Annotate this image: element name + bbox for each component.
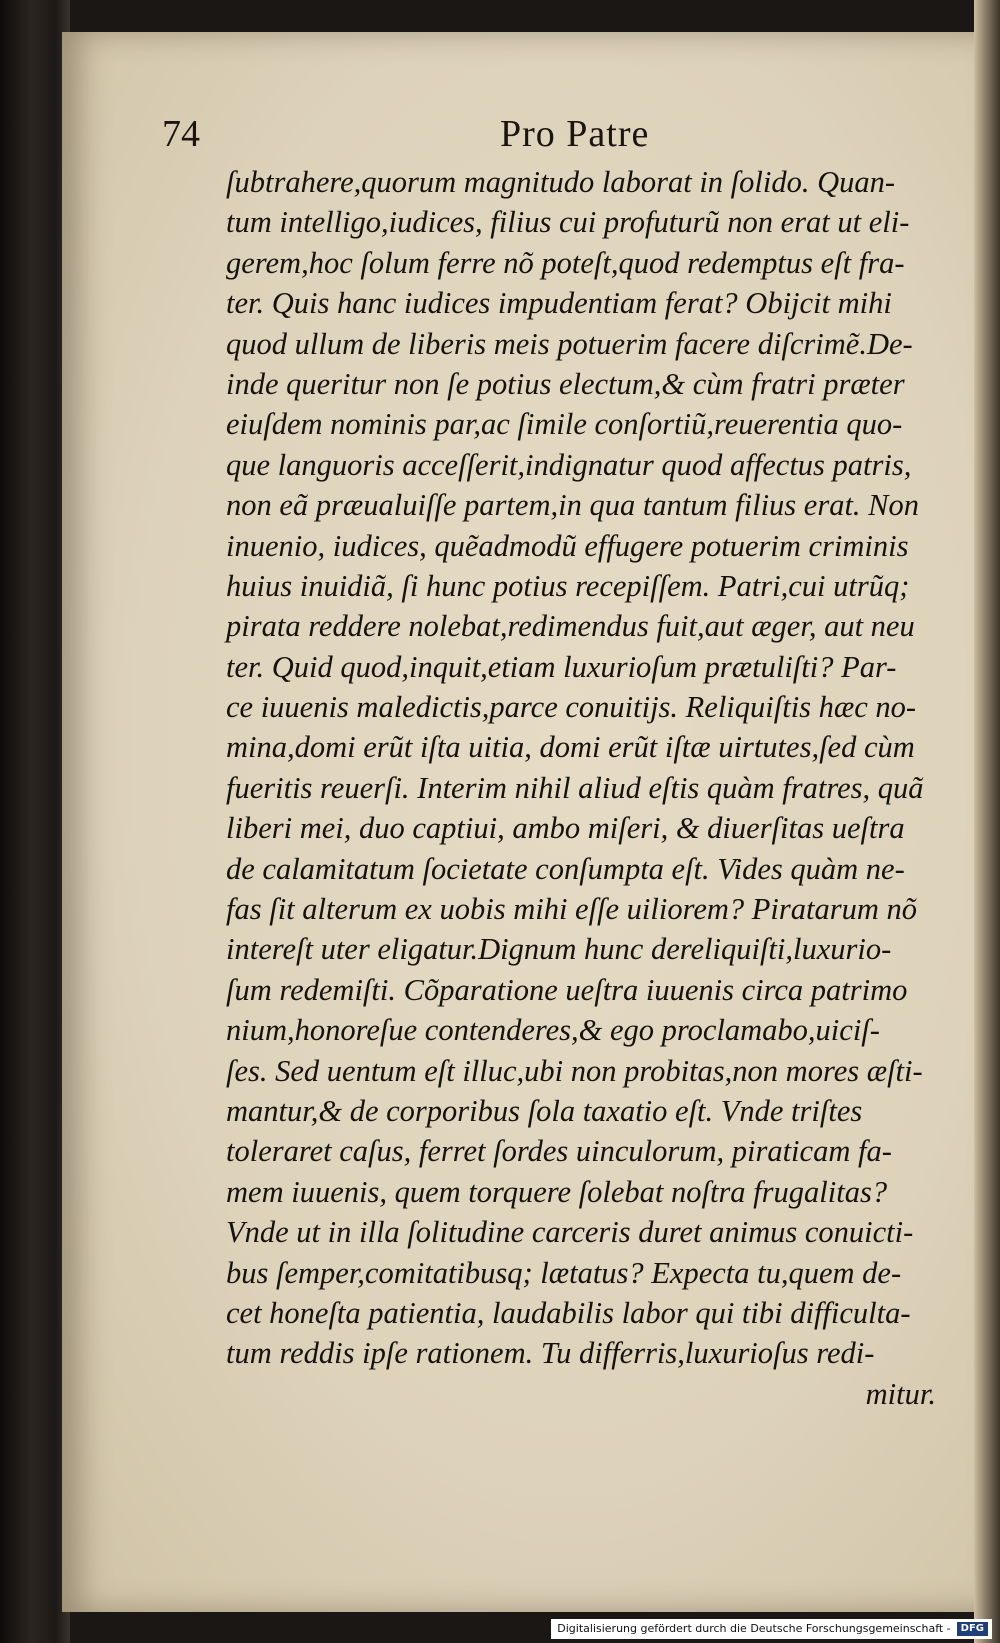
text-line: liberi mei, duo captiui, ambo miſeri, & diuerſitas ueſtra bbox=[226, 811, 905, 846]
text-line: ter. Quis hanc iudices impudentiam ferat? Obijcit mihi bbox=[226, 286, 892, 321]
running-head: Pro Patre bbox=[500, 113, 650, 155]
text-line: eiuſdem nominis par,ac ſimile conſortiũ,reuerentia quo- bbox=[226, 407, 903, 442]
catchword-line: mitur. bbox=[865, 1376, 936, 1411]
book-spine bbox=[0, 0, 70, 1643]
text-line: huius inuidiã, ſi hunc potius recepiſſem. Patri,cui utrũq; bbox=[226, 568, 910, 603]
page-edge bbox=[974, 0, 1000, 1643]
text-line: inde queritur non ſe potius electum,& cùm fratri præter bbox=[226, 366, 905, 401]
text-line: gerem,hoc ſolum ferre nõ poteſt,quod redemptus eſt fra- bbox=[226, 245, 905, 280]
text-line: mantur,& de corporibus ſola taxatio eſt. Vnde triſtes bbox=[226, 1093, 863, 1128]
text-line: intereſt uter eligatur.Dignum hunc dereliquiſti,luxurio- bbox=[226, 932, 892, 967]
text-line: non eã præualuiſſe partem,in qua tantum filius erat. Non bbox=[226, 488, 920, 523]
text-line: ſum redemiſti. Cõparatione ueſtra iuuenis circa patrimo bbox=[226, 972, 908, 1007]
text-line: de calamitatum ſocietate conſumpta eſt. Vides quàm ne- bbox=[226, 851, 905, 886]
text-line: Vnde ut in illa ſolitudine carceris duret animus conuicti- bbox=[226, 1215, 914, 1250]
page-number: 74 bbox=[162, 113, 200, 155]
text-line: ſubtrahere,quorum magnitudo laborat in ſolido. Quan- bbox=[226, 165, 896, 199]
footer-text: Digitalisierung gefördert durch die Deutsche Forschungsgemeinschaft - bbox=[557, 1622, 951, 1635]
text-line: ſes. Sed uentum eſt illuc,ubi non probitas,non mores æſti- bbox=[226, 1053, 923, 1088]
page-header bbox=[162, 112, 922, 158]
text-line: fueritis reuerſi. Interim nihil aliud eſtis quàm fratres, quã bbox=[226, 770, 924, 805]
text-body bbox=[226, 162, 946, 1414]
text-line: cet honeſta patientia, laudabilis labor qui tibi difficulta- bbox=[226, 1295, 911, 1330]
text-line: tum intelligo,iudices, filius cui profuturũ non erat ut eli- bbox=[226, 205, 910, 240]
text-line: ce iuuenis maledictis,parce conuitijs. Reliquiſtis hæc no- bbox=[226, 690, 917, 725]
digitization-footer bbox=[551, 1619, 992, 1639]
text-line: inuenio, iudices, quẽadmodũ effugere potuerim criminis bbox=[226, 528, 909, 563]
text-line: mem iuuenis, quem torquere ſolebat noſtra frugalitas? bbox=[226, 1174, 888, 1209]
text-line: pirata reddere nolebat,redimendus fuit,aut æger, aut neu bbox=[226, 609, 915, 644]
text-line: nium,honoreſue contenderes,& ego proclamabo,uiciſ- bbox=[226, 1013, 880, 1048]
text-line: que languoris acceſſerit,indignatur quod affectus patris, bbox=[226, 447, 912, 482]
text-line: mina,domi erũt iſta uitia, domi erũt iſtæ uirtutes,ſed cùm bbox=[226, 730, 915, 765]
text-line: quod ullum de liberis meis potuerim facere diſcrimẽ.De- bbox=[226, 326, 913, 361]
text-line: tum reddis ipſe rationem. Tu differris,luxurioſus redi- bbox=[226, 1336, 875, 1371]
dfg-logo-icon: DFG bbox=[957, 1622, 988, 1636]
text-line: ter. Quid quod,inquit,etiam luxurioſum prætuliſti? Par- bbox=[226, 649, 897, 684]
text-line: toleraret caſus, ferret ſordes uinculorum, piraticam fa- bbox=[226, 1134, 892, 1169]
text-line: bus ſemper,comitatibusq; lætatus? Expecta tu,quem de- bbox=[226, 1255, 902, 1290]
text-line: fas ſit alterum ex uobis mihi eſſe uiliorem? Piratarum nõ bbox=[226, 892, 918, 927]
